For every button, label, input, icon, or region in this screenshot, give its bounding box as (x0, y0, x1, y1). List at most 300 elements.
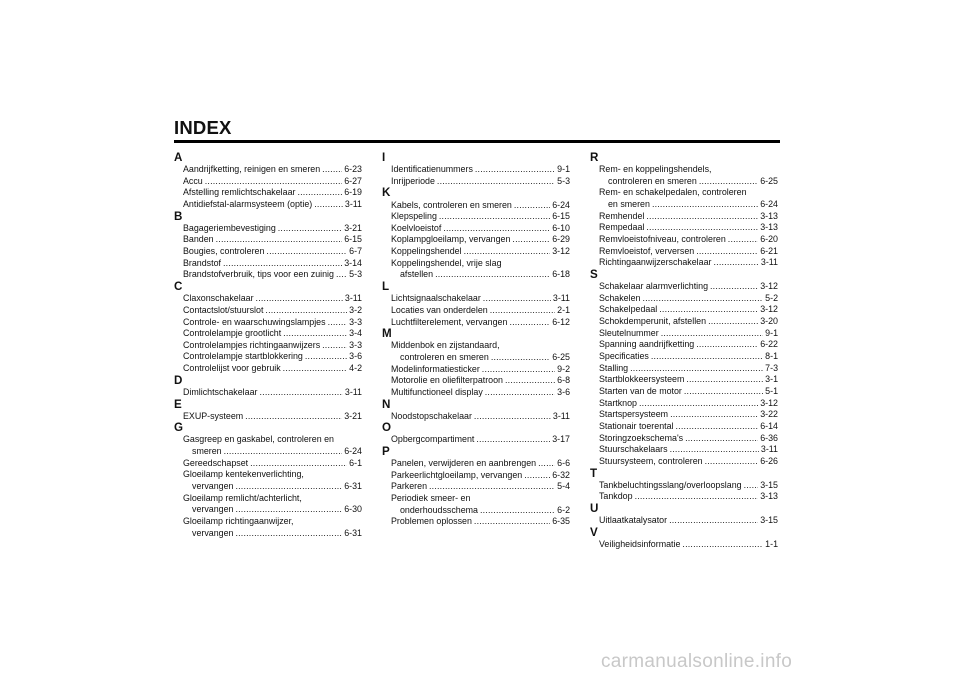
dot-leader (646, 211, 758, 223)
index-entry-text: Antidiefstal-alarmsysteem (optie) (183, 199, 313, 210)
index-entry[interactable] (382, 164, 570, 176)
index-entry-text: Locaties van onderdelen (391, 304, 488, 315)
index-entry[interactable] (382, 505, 570, 517)
index-entry-page: 6-14 (760, 420, 778, 431)
index-entry-page: 6-30 (344, 504, 362, 515)
dot-leader (437, 176, 555, 188)
index-entry-page: 5-3 (557, 175, 570, 186)
dot-leader (710, 281, 758, 293)
index-entry[interactable] (382, 317, 570, 329)
index-entry-page: 3-20 (760, 316, 778, 327)
index-entry-text: onderhoudsschema (400, 504, 478, 515)
index-entry-page: 3-14 (344, 257, 362, 268)
index-entry[interactable] (590, 351, 778, 363)
index-entry-text: Spanning aandrijfketting (599, 339, 695, 350)
index-entry[interactable] (174, 246, 362, 258)
dot-leader (223, 258, 342, 270)
dot-leader (245, 411, 342, 423)
dot-leader (328, 317, 348, 329)
index-entry-text: Controlelijst voor gebruik (183, 363, 281, 374)
index-entry-text: Starten van de motor (599, 386, 682, 396)
index-entry[interactable] (590, 293, 778, 305)
index-entry[interactable] (382, 223, 570, 235)
index-entry[interactable] (590, 480, 778, 492)
index-entry-text: Parkeren (391, 481, 428, 492)
index-entry[interactable] (174, 176, 362, 188)
index-entry[interactable] (174, 446, 362, 458)
index-entry-page: 3-6 (557, 386, 570, 397)
index-letter-heading: P (382, 445, 390, 459)
dot-leader (259, 387, 342, 399)
index-entry[interactable] (590, 199, 778, 211)
index-entry[interactable] (174, 340, 362, 352)
dot-leader (676, 421, 759, 433)
index-entry-page: 3-17 (552, 434, 570, 445)
index-entry-text: Banden (183, 234, 214, 245)
dot-leader (639, 398, 758, 410)
index-entry-page: 6-2 (557, 504, 570, 515)
index-entry[interactable] (382, 375, 570, 387)
dot-leader (509, 317, 550, 329)
index-letter-heading: B (174, 209, 183, 223)
dot-leader (283, 363, 348, 375)
index-entry-text: Panelen, verwijderen en aanbrengen (391, 458, 537, 469)
index-entry-page: 3-6 (349, 351, 362, 362)
dot-leader (235, 528, 342, 540)
index-entry-line: Koppelingshendel, vrije slag (391, 257, 502, 268)
index-entry-text: afstellen (400, 269, 434, 280)
index-entry-page: 6-24 (760, 199, 778, 210)
dot-leader (514, 200, 550, 212)
index-entry-page: 3-11 (552, 410, 570, 421)
dot-leader (305, 351, 347, 363)
dot-leader (699, 176, 758, 188)
index-entry-text: Sleutelnummer (599, 327, 659, 338)
index-entry-page: 6-20 (760, 234, 778, 245)
index-entry-text: Tankdop (599, 491, 633, 502)
index-entry[interactable] (382, 434, 570, 446)
index-entry-page: 5-2 (765, 292, 778, 303)
index-entry-text: Luchtfilterelement, vervangen (391, 316, 508, 327)
index-entry[interactable] (590, 409, 778, 421)
index-letter-heading: O (382, 421, 392, 435)
index-entry-text: vervangen (192, 504, 234, 515)
index-letter-heading: M (382, 327, 392, 341)
dot-leader (336, 269, 347, 281)
index-letter-heading: S (590, 268, 598, 281)
index-entry-text: Schakelaar alarmverlichting (599, 281, 709, 292)
dot-leader (266, 246, 347, 258)
index-entry-line: Middenbok en zijstandaard, (391, 340, 500, 351)
index-entry-text: Problemen oplossen (391, 516, 472, 527)
dot-leader (705, 456, 759, 468)
index-entry-page: 6-31 (344, 527, 362, 538)
index-entry[interactable] (174, 187, 362, 199)
index-entry[interactable] (382, 470, 570, 482)
index-entry-text: Schokdemperunit, afstellen (599, 316, 707, 327)
index-entry-page: 5-3 (349, 269, 362, 280)
index-entry-page: 6-15 (344, 234, 362, 245)
index-entry[interactable] (382, 364, 570, 376)
index-entry[interactable] (174, 481, 362, 493)
index-entry-page: 6-10 (552, 222, 570, 233)
index-entry[interactable] (174, 293, 362, 305)
index-entry[interactable] (382, 516, 570, 528)
index-entry[interactable] (590, 222, 778, 234)
index-entry[interactable] (590, 339, 778, 351)
index-letter-heading: N (382, 397, 391, 411)
index-entry-page: 3-21 (344, 410, 362, 421)
index-entry-line: Rem- en koppelingshendels, (599, 164, 712, 175)
index-entry-text: Identificatienummers (391, 164, 473, 175)
index-entry-text: Koplampgloeilamp, vervangen (391, 234, 511, 245)
index-entry-text: en smeren (608, 199, 650, 210)
index-entry[interactable] (174, 328, 362, 340)
index-entry-page: 1-1 (765, 538, 778, 549)
title-rule (174, 140, 780, 143)
index-letter-heading: A (174, 151, 183, 164)
index-entry-text: Stalling (599, 362, 629, 373)
index-letter-heading: T (590, 466, 598, 480)
index-entry-text: Startspersysteem (599, 409, 669, 420)
index-entry-page: 6-32 (552, 469, 570, 480)
index-entry-page: 6-22 (760, 339, 778, 350)
index-entry[interactable] (382, 246, 570, 258)
index-letter-heading: V (590, 525, 598, 539)
index-entry-text: vervangen (192, 481, 234, 491)
index-entry-text: Stationair toerental (599, 420, 674, 431)
index-entry[interactable] (590, 234, 778, 246)
index-entry[interactable] (590, 304, 778, 316)
index-entry-page: 3-15 (760, 515, 778, 526)
index-entry-text: Afstelling remlichtschakelaar (183, 187, 296, 198)
index-entry-page: 6-19 (344, 187, 362, 198)
index-entry[interactable] (382, 211, 570, 223)
dot-leader (283, 328, 347, 340)
index-entry[interactable] (590, 374, 778, 386)
index-entry[interactable] (590, 316, 778, 328)
index-entry[interactable] (590, 246, 778, 258)
dot-leader (474, 516, 550, 528)
index-entry-text: Parkeerlichtgloeilamp, vervangen (391, 469, 523, 480)
index-entry-text: Dimlichtschakelaar (183, 386, 258, 397)
index-entry-page: 6-12 (552, 316, 570, 327)
dot-leader (713, 257, 758, 269)
index-entry[interactable] (590, 211, 778, 223)
index-entry-page: 6-35 (552, 516, 570, 527)
index-entry-text: Rempedaal (599, 222, 645, 233)
index-entry[interactable] (590, 515, 778, 527)
index-entry-line: Gloeilamp remlicht/achterlicht, (183, 492, 302, 503)
dot-leader (314, 199, 343, 211)
index-entry-page: 6-1 (349, 457, 362, 468)
index-entry-text: Aandrijfketting, reinigen en smeren (183, 164, 321, 175)
index-entry-page: 6-29 (552, 234, 570, 245)
index-entry[interactable] (590, 433, 778, 445)
dot-leader (686, 374, 763, 386)
index-entry-text: EXUP-systeem (183, 410, 244, 421)
index-entry-text: Controle- en waarschuwingslampjes (183, 316, 326, 327)
dot-leader (250, 458, 347, 470)
index-entry-page: 3-11 (344, 386, 362, 397)
index-entry-page: 6-24 (344, 446, 362, 457)
index-column-2 (382, 152, 570, 528)
index-entry[interactable] (590, 491, 778, 503)
index-entry-text: Veiligheidsinformatie (599, 538, 681, 549)
index-column-3 (590, 152, 778, 551)
index-entry[interactable] (174, 458, 362, 470)
dot-leader (708, 316, 758, 328)
index-entry[interactable] (590, 176, 778, 188)
index-entry-text: Klepspeling (391, 211, 437, 222)
dot-leader (485, 387, 555, 399)
dot-leader (512, 234, 550, 246)
index-entry[interactable] (382, 352, 570, 364)
index-entry[interactable] (382, 176, 570, 188)
index-entry-text: Tankbeluchtingsslang/overloopslang (599, 479, 742, 490)
index-entry-page: 6-8 (557, 375, 570, 386)
index-entry-page: 5-4 (557, 481, 570, 492)
index-entry-text: Bougies, controleren (183, 246, 265, 257)
index-letter-heading: E (174, 397, 182, 411)
index-entry[interactable] (382, 387, 570, 399)
index-entry[interactable] (174, 223, 362, 235)
index-entry-page: 4-2 (349, 363, 362, 374)
index-entry-text: Kabels, controleren en smeren (391, 199, 512, 210)
index-entry[interactable] (174, 164, 362, 176)
dot-leader (524, 470, 550, 482)
index-entry-text: Richtingaanwijzerschakelaar (599, 257, 712, 268)
index-entry[interactable] (174, 258, 362, 270)
index-letter-heading: I (382, 151, 386, 164)
index-entry-page: 3-12 (760, 281, 778, 292)
dot-leader (696, 339, 758, 351)
index-entry-text: Bagageriembevestiging (183, 222, 276, 233)
index-entry-text: Noodstopschakelaar (391, 410, 472, 421)
dot-leader (630, 363, 763, 375)
index-entry-page: 8-1 (765, 351, 778, 362)
dot-leader (669, 515, 758, 527)
index-entry-page: 6-25 (760, 175, 778, 186)
index-entry[interactable] (382, 269, 570, 281)
dot-leader (475, 164, 555, 176)
dot-leader (265, 305, 347, 317)
dot-leader (696, 246, 758, 258)
index-entry-page: 3-11 (344, 199, 362, 210)
index-entry-text: Brandstofverbruik, tips voor een zuinig (183, 269, 334, 280)
index-entry[interactable] (590, 456, 778, 468)
index-entry[interactable] (382, 411, 570, 423)
index-entry[interactable] (382, 458, 570, 470)
index-entry-page: 3-2 (349, 304, 362, 315)
dot-leader (646, 222, 758, 234)
index-entry-text: Startblokkeersysteem (599, 374, 685, 385)
index-letter-heading: G (174, 421, 184, 435)
index-entry-text: controleren en smeren (608, 175, 697, 186)
index-entry-page: 3-15 (760, 479, 778, 490)
dot-leader (652, 199, 758, 211)
index-entry-text: Uitlaatkatalysator (599, 515, 668, 526)
index-entry-text: Claxonschakelaar (183, 293, 254, 304)
dot-leader (256, 293, 343, 305)
dot-leader (491, 352, 550, 364)
index-entry[interactable] (590, 398, 778, 410)
dot-leader (651, 351, 763, 363)
dot-leader (474, 411, 551, 423)
index-entry[interactable] (174, 411, 362, 423)
index-entry-page: 3-3 (349, 339, 362, 350)
index-entry-page: 6-25 (552, 351, 570, 362)
dot-leader (744, 480, 759, 492)
index-entry-text: Remhendel (599, 210, 645, 221)
dot-leader (670, 409, 758, 421)
dot-leader (278, 223, 342, 235)
index-entry[interactable] (382, 200, 570, 212)
dot-leader (685, 433, 758, 445)
index-entry-text: vervangen (192, 527, 234, 538)
index-entry-page: 6-36 (760, 432, 778, 443)
dot-leader (659, 304, 758, 316)
dot-leader (235, 504, 342, 516)
index-entry-page: 6-24 (552, 199, 570, 210)
dot-leader (482, 364, 555, 376)
index-entry-page: 6-27 (344, 175, 362, 186)
index-entry[interactable] (174, 528, 362, 540)
index-entry-text: Controlelampje grootlicht (183, 328, 282, 339)
index-column-1 (174, 152, 362, 539)
dot-leader (205, 176, 343, 188)
index-entry-text: Brandstof (183, 257, 221, 268)
index-entry-text: Stuursysteem, controleren (599, 455, 703, 466)
index-entry[interactable] (174, 234, 362, 246)
index-entry-text: Remvloeistofniveau, controleren (599, 234, 726, 245)
index-letter-heading: R (590, 151, 599, 164)
index-entry-text: controleren en smeren (400, 351, 489, 362)
index-entry-text: Specificaties (599, 351, 649, 362)
index-entry-page: 3-11 (552, 293, 570, 304)
index-entry-page: 3-12 (552, 246, 570, 257)
index-letter-heading: C (174, 280, 183, 294)
index-entry[interactable] (590, 281, 778, 293)
index-entry-text: Koppelingshendel (391, 246, 462, 257)
index-entry-text: Schakelen (599, 292, 641, 303)
index-entry[interactable] (590, 386, 778, 398)
index-entry-page: 3-13 (760, 222, 778, 233)
index-entry[interactable] (174, 317, 362, 329)
index-entry[interactable] (174, 199, 362, 211)
index-entry-text: Multifunctioneel display (391, 386, 483, 397)
index-entry[interactable] (174, 504, 362, 516)
index-entry-page: 2-1 (557, 304, 570, 315)
index-entry-text: Lichtsignaalschakelaar (391, 293, 481, 304)
index-entry-line: Periodiek smeer- en (391, 493, 471, 504)
dot-leader (464, 246, 551, 258)
index-entry-text: Controlelampje startblokkering (183, 351, 303, 362)
index-entry-line: Gloeilamp kentekenverlichting, (183, 469, 304, 480)
index-entry-text: Contactslot/stuurslot (183, 304, 264, 315)
index-entry-page: 3-11 (760, 257, 778, 268)
index-entry[interactable] (590, 328, 778, 340)
dot-leader (538, 458, 555, 470)
dot-leader (439, 211, 550, 223)
dot-leader (483, 293, 551, 305)
dot-leader (235, 481, 342, 493)
index-entry-page: 3-12 (760, 397, 778, 408)
index-entry[interactable] (174, 363, 362, 375)
index-entry-page: 5-1 (765, 386, 778, 396)
index-entry-text: Opbergcompartiment (391, 434, 475, 445)
index-entry-text: Accu (183, 175, 203, 186)
dot-leader (216, 234, 343, 246)
index-entry-page: 3-21 (344, 222, 362, 233)
index-entry[interactable] (590, 257, 778, 269)
index-entry-text: Storingzoekschema's (599, 432, 684, 443)
index-entry-text: Stuurschakelaars (599, 444, 668, 455)
watermark: carmanualsonline.info (601, 651, 793, 672)
dot-leader (297, 187, 342, 199)
index-entry-page: 6-31 (344, 481, 362, 491)
dot-leader (224, 446, 343, 458)
index-letter-heading: L (382, 280, 390, 294)
dot-leader (682, 539, 763, 551)
dot-leader (642, 293, 763, 305)
index-entry-text: Motorolie en oliefilterpatroon (391, 375, 503, 386)
dot-leader (490, 305, 555, 317)
index-entry[interactable] (174, 305, 362, 317)
index-entry-page: 3-11 (760, 444, 778, 455)
index-entry[interactable] (382, 234, 570, 246)
index-entry-line: Rem- en schakelpedalen, controleren (599, 187, 747, 198)
index-entry-page: 3-12 (760, 304, 778, 315)
dot-leader (670, 444, 759, 456)
page-title: INDEX (174, 117, 232, 138)
dot-leader (505, 375, 555, 387)
index-entry[interactable] (590, 363, 778, 375)
dot-leader (322, 164, 342, 176)
index-letter-heading: U (590, 502, 599, 515)
index-entry[interactable] (174, 269, 362, 281)
index-entry[interactable] (174, 387, 362, 399)
index-entry-page: 9-1 (557, 164, 570, 175)
index-entry[interactable] (382, 293, 570, 305)
index-entry-page: 9-1 (765, 327, 778, 338)
index-entry-page: 6-26 (760, 455, 778, 466)
dot-leader (476, 434, 550, 446)
index-entry-page: 3-11 (344, 293, 362, 304)
index-entry[interactable] (382, 305, 570, 317)
index-entry-page: 6-23 (344, 164, 362, 175)
index-entry-text: Modelinformatiesticker (391, 363, 480, 374)
index-entry-text: Koelvloeistof (391, 222, 442, 233)
dot-leader (661, 328, 763, 340)
index-entry[interactable] (590, 539, 778, 551)
index-entry-page: 6-6 (557, 458, 570, 469)
index-entry-line: Gasgreep en gaskabel, controleren en (183, 434, 334, 445)
index-entry[interactable] (382, 481, 570, 493)
index-entry-page: 3-1 (765, 374, 778, 385)
index-entry[interactable] (590, 444, 778, 456)
index-entry-page: 6-7 (349, 246, 362, 257)
index-letter-heading: D (174, 373, 183, 387)
index-entry-text: Controlelampjes richtingaanwijzers (183, 339, 321, 350)
index-entry-page: 3-13 (760, 210, 778, 221)
index-entry-page: 3-22 (760, 409, 778, 420)
dot-leader (728, 234, 758, 246)
index-entry[interactable] (590, 421, 778, 433)
index-entry[interactable] (174, 351, 362, 363)
index-entry-text: Inrijperiode (391, 175, 435, 186)
dot-leader (684, 386, 763, 398)
